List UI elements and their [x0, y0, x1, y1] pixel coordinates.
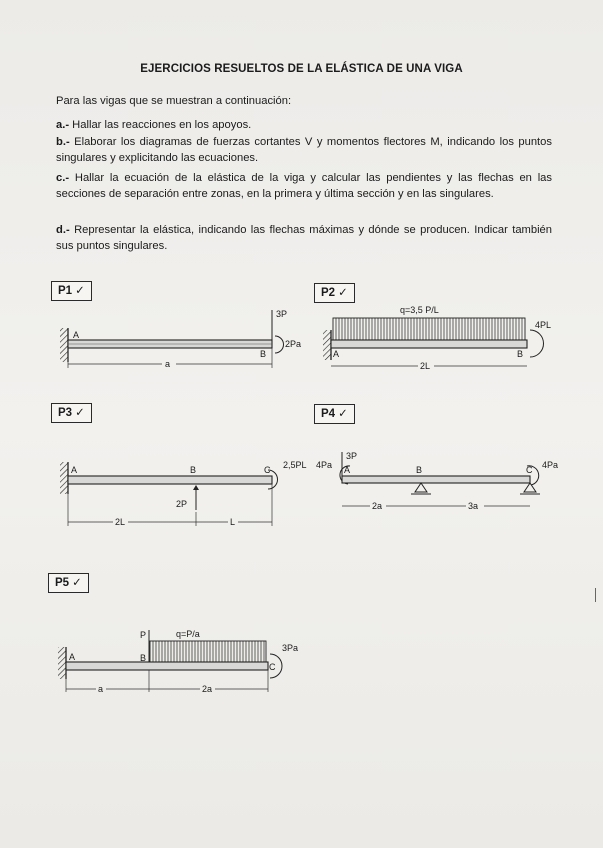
moment-label-left-4pa: 4Pa — [316, 460, 333, 470]
pin-support-icon — [415, 483, 427, 492]
task-text-c: Hallar la ecuación de la elástica de la viga y calcular las pendientes y las flechas en las secciones de separación entre zonas, en la primera y última sección y en las singulares. — [56, 172, 552, 201]
distributed-load-arrows — [153, 641, 264, 662]
beam-diagram-p2 — [0, 300, 603, 380]
p1-label-text: P1 — [58, 285, 73, 297]
distributed-load-label: q=P/a — [176, 629, 200, 639]
task-text-a: Hallar las reacciones en los apoyos. — [72, 119, 252, 131]
dimension-label-2a: 2a — [372, 501, 383, 511]
point-label-a: A — [333, 349, 340, 359]
point-label-b: B — [190, 465, 197, 475]
distributed-load-arrows — [336, 318, 522, 340]
point-label-a: A — [73, 330, 80, 340]
task-item-d — [56, 222, 552, 255]
dimension-label-l: L — [230, 517, 236, 527]
problem-label-p5 — [48, 573, 89, 593]
check-mark-icon: ✓ — [72, 577, 82, 589]
moment-label-4pl: 4PL — [535, 320, 552, 330]
dimension-label-2l: 2L — [420, 361, 431, 371]
scan-mark — [595, 588, 596, 602]
task-item-a — [56, 117, 552, 133]
moment-label-2-5pl: 2,5PL — [283, 460, 307, 470]
beam — [66, 662, 268, 670]
point-label-b: B — [416, 465, 423, 475]
task-label-b: b.- — [56, 136, 70, 148]
point-label-b: B — [517, 349, 524, 359]
moment-label-3pa: 3Pa — [282, 643, 299, 653]
dimension-label-2l: 2L — [115, 517, 126, 527]
point-label-a: A — [344, 465, 351, 475]
task-item-c — [56, 170, 552, 203]
moment-label-2pa: 2Pa — [285, 339, 302, 349]
check-mark-icon: ✓ — [338, 287, 348, 299]
beam — [331, 340, 527, 348]
point-label-b: B — [260, 349, 267, 359]
point-label-a: A — [69, 652, 76, 662]
point-label-c: C — [526, 465, 533, 475]
moment-label-right-4pa: 4Pa — [542, 460, 559, 470]
point-label-c: C — [264, 465, 271, 475]
task-text-b: Elaborar los diagramas de fuerzas cortantes V y momentos flectores M, indicando los puntos singulares y explicitando las ecuaciones. — [56, 136, 552, 165]
check-mark-icon: ✓ — [75, 285, 85, 297]
check-mark-icon: ✓ — [75, 407, 85, 419]
fixed-support-wall — [323, 330, 331, 360]
dimension-label-3a: 3a — [468, 501, 479, 511]
beam — [342, 476, 530, 483]
task-text-d: Representar la elástica, indicando las flechas máximas y dónde se producen. Indicar también sus puntos singulares. — [56, 224, 553, 253]
force-label-p: P — [140, 630, 147, 640]
p3-label-text: P3 — [58, 407, 73, 419]
distributed-load-label: q=3,5 P/L — [400, 305, 439, 315]
beam-diagram-p4 — [0, 440, 603, 520]
pin-support-icon — [524, 483, 536, 492]
task-label-c: c.- — [56, 172, 70, 184]
task-label-d: d.- — [56, 224, 70, 236]
point-label-b: B — [140, 653, 147, 663]
dimension-label-2a: 2a — [202, 684, 213, 694]
page-title: EJERCICIOS RESUELTOS DE LA ELÁSTICA DE UNA VIGA — [140, 63, 463, 75]
dimension-label-a: a — [98, 684, 104, 694]
moment-arrow-4pl — [530, 330, 544, 357]
dimension-label-a: a — [165, 359, 171, 369]
problem-label-p1 — [51, 281, 92, 301]
problem-label-p4 — [314, 404, 355, 424]
task-item-b — [56, 134, 552, 167]
beam-diagram-p5 — [0, 620, 330, 700]
check-mark-icon: ✓ — [338, 408, 348, 420]
point-label-c: C — [269, 662, 276, 672]
force-label-2p: 2P — [176, 499, 188, 509]
task-label-a: a.- — [56, 119, 70, 131]
p4-label-text: P4 — [321, 408, 336, 420]
p5-label-text: P5 — [55, 577, 70, 589]
fixed-support-wall — [58, 647, 66, 679]
point-label-a: A — [71, 465, 78, 475]
problem-label-p3 — [51, 403, 92, 423]
force-label-3p: 3P — [276, 309, 288, 319]
p2-label-text: P2 — [321, 287, 336, 299]
force-label-3p: 3P — [346, 451, 358, 461]
intro-text: Para las vigas que se muestran a continuación: — [56, 95, 292, 107]
distributed-load-block — [150, 641, 266, 662]
